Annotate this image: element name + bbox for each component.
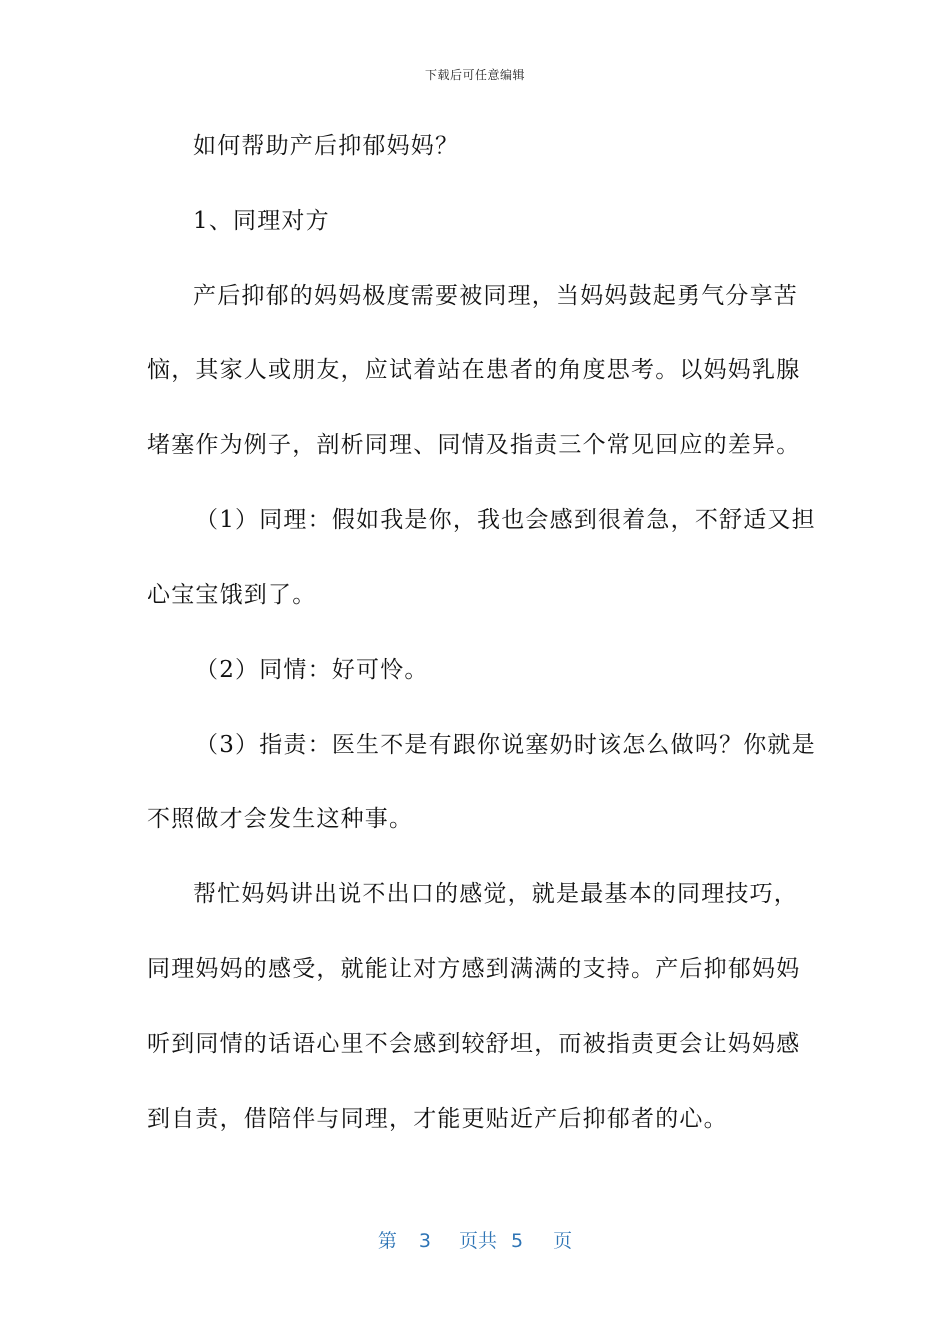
paragraph-line: 恼，其家人或朋友，应试着站在患者的角度思考。以妈妈乳腺 <box>147 357 801 383</box>
paragraph-line: 产后抑郁的妈妈极度需要被同理，当妈妈鼓起勇气分享苦 <box>193 283 798 309</box>
footer-suffix: 页 <box>553 1230 573 1252</box>
paragraph-line: 听到同情的话语心里不会感到较舒坦，而被指责更会让妈妈感 <box>147 1031 801 1057</box>
page-footer <box>0 1226 950 1253</box>
list-item-line: 不照做才会发生这种事。 <box>147 806 414 832</box>
footer-current-page: 3 <box>418 1230 431 1252</box>
footer-middle: 页共 <box>458 1230 497 1252</box>
paragraph-line: 堵塞作为例子，剖析同理、同情及指责三个常见回应的差异。 <box>147 432 801 458</box>
document-title: 如何帮助产后抑郁妈妈？ <box>193 133 460 159</box>
footer-prefix: 第 <box>377 1230 397 1252</box>
section-heading: 1、同理对方 <box>193 208 330 234</box>
page-header-note: 下载后可任意编辑 <box>424 68 525 82</box>
list-item-line: （1）同理：假如我是你，我也会感到很着急，不舒适又担 <box>195 507 816 533</box>
list-item-line: （3）指责：医生不是有跟你说塞奶时该怎么做吗？你就是 <box>195 732 816 758</box>
list-item-line: 心宝宝饿到了。 <box>147 582 317 608</box>
paragraph-line: 到自责，借陪伴与同理，才能更贴近产后抑郁者的心。 <box>147 1106 728 1132</box>
footer-total-pages: 5 <box>511 1230 524 1252</box>
paragraph-line: 同理妈妈的感受，就能让对方感到满满的支持。产后抑郁妈妈 <box>147 956 801 982</box>
list-item-line: （2）同情：好可怜。 <box>195 657 429 683</box>
paragraph-line: 帮忙妈妈讲出说不出口的感觉，就是最基本的同理技巧， <box>193 881 798 907</box>
